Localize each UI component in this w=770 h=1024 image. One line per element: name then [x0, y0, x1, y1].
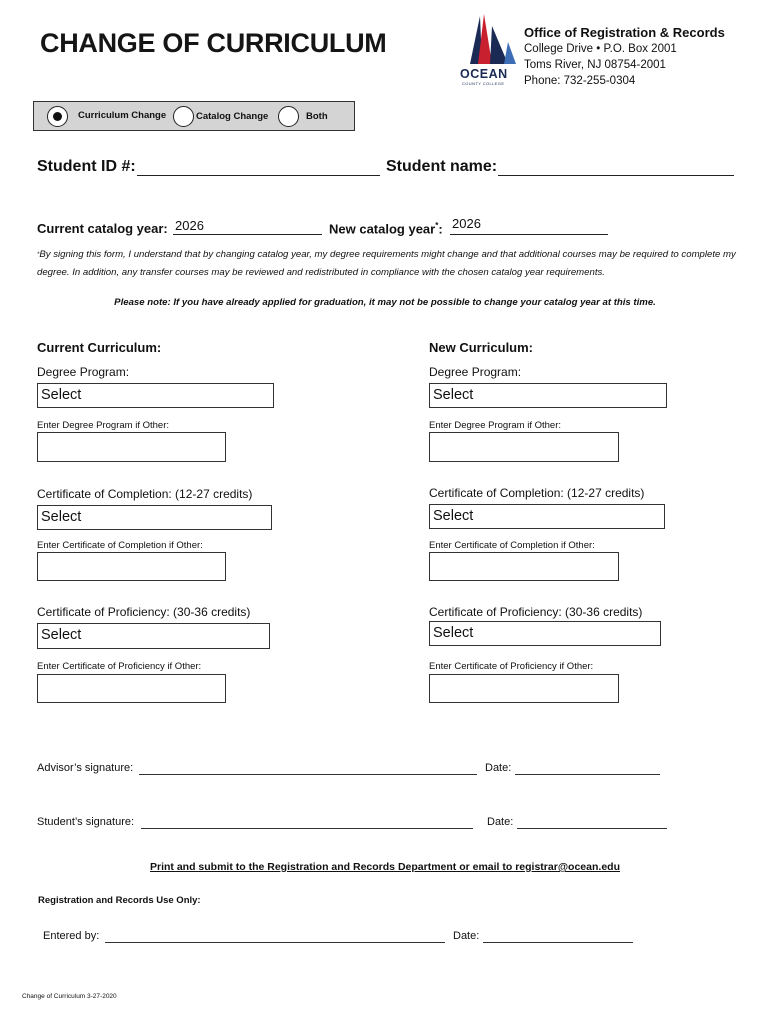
current-cop-other-input[interactable] — [37, 674, 226, 703]
new-cop-other-input[interactable] — [429, 674, 619, 703]
curriculum-change-radio[interactable] — [47, 106, 68, 127]
current-catalog-year-value: 2026 — [175, 218, 204, 233]
form-version-footer: Change of Curriculum 3-27-2020 — [22, 993, 117, 1000]
advisor-date-label: Date: — [485, 762, 512, 774]
new-cop-select[interactable]: Select — [429, 621, 661, 646]
new-degree-other-label: Enter Degree Program if Other: — [429, 420, 561, 431]
both-radio[interactable] — [278, 106, 299, 127]
current-coc-other-input[interactable] — [37, 552, 226, 581]
student-name-label: Student name: — [386, 158, 498, 175]
logo-text: OCEAN — [460, 67, 508, 81]
current-coc-label: Certificate of Completion: (12-27 credits) — [37, 487, 253, 501]
asterisk-marker: * — [435, 221, 439, 230]
new-catalog-year-field[interactable] — [450, 216, 608, 235]
new-degree-other-input[interactable] — [429, 432, 619, 462]
office-address-line-1: College Drive • P.O. Box 2001 — [524, 43, 677, 55]
current-degree-other-input[interactable] — [37, 432, 226, 462]
entered-date-field[interactable] — [483, 942, 633, 943]
new-catalog-year-label: New catalog year*: — [329, 221, 443, 237]
catalog-change-radio[interactable] — [173, 106, 194, 127]
new-degree-program-select[interactable]: Select — [429, 383, 667, 408]
advisor-signature-field[interactable] — [139, 774, 477, 775]
logo-sail-blue — [504, 42, 516, 64]
current-degree-program-label: Degree Program: — [37, 365, 130, 379]
new-cop-label: Certificate of Proficiency: (30-36 credits) — [429, 605, 643, 619]
new-coc-other-label: Enter Certificate of Completion if Other: — [429, 540, 595, 551]
graduation-note: Please note: If you have already applied for graduation, it may not be possible to change your catalog year at this time. — [114, 297, 656, 308]
registration-use-heading: Registration and Records Use Only: — [38, 895, 201, 906]
new-coc-label: Certificate of Completion: (12-27 credits) — [429, 486, 645, 500]
current-cop-label: Certificate of Proficiency: (30-36 credits) — [37, 605, 251, 619]
student-id-field[interactable] — [137, 160, 380, 176]
current-degree-other-label: Enter Degree Program if Other: — [37, 420, 169, 431]
entered-by-field[interactable] — [105, 942, 445, 943]
both-label: Both — [306, 111, 328, 122]
student-date-field[interactable] — [517, 828, 667, 829]
entered-by-label: Entered by: — [43, 930, 100, 942]
new-cop-other-label: Enter Certificate of Proficiency if Other: — [429, 661, 594, 672]
student-id-label: Student ID #: — [37, 158, 136, 175]
advisor-signature-label: Advisor’s signature: — [37, 762, 134, 774]
new-catalog-year-value: 2026 — [452, 216, 481, 231]
current-coc-other-label: Enter Certificate of Completion if Other: — [37, 540, 203, 551]
office-address-line-2: Toms River, NJ 08754-2001 — [524, 59, 666, 71]
office-title: Office of Registration & Records — [524, 25, 725, 40]
page-title: CHANGE OF CURRICULUM — [40, 28, 387, 58]
catalog-disclaimer: *By signing this form, I understand that by changing catalog year, my degree requirements might change and that additional courses may be required to complete my degree. In addition, any transfer courses may be reviewed and redistributed in compliance with the chosen catalog year requirements. — [37, 249, 736, 278]
disclaimer-asterisk: * — [37, 252, 40, 258]
new-coc-select[interactable]: Select — [429, 504, 665, 529]
current-cop-other-label: Enter Certificate of Proficiency if Other: — [37, 661, 202, 672]
current-degree-program-select[interactable]: Select — [37, 383, 274, 408]
current-cop-select[interactable]: Select — [37, 623, 270, 649]
current-catalog-year-field[interactable] — [173, 218, 322, 235]
current-coc-select[interactable]: Select — [37, 505, 272, 530]
entered-date-label: Date: — [453, 930, 480, 942]
submit-instructions: Print and submit to the Registration and Records Department or email to registrar@ocean.edu — [150, 861, 620, 873]
logo-subtext: COUNTY COLLEGE — [462, 81, 505, 86]
curriculum-change-label: Curriculum Change — [78, 110, 167, 121]
current-curriculum-heading: Current Curriculum: — [37, 340, 162, 355]
catalog-change-label: Catalog Change — [196, 111, 269, 122]
office-phone: Phone: 732-255-0304 — [524, 75, 636, 87]
new-curriculum-heading: New Curriculum: — [429, 340, 534, 355]
radio-selected-dot — [53, 112, 62, 121]
student-date-label: Date: — [487, 816, 514, 828]
student-signature-field[interactable] — [141, 828, 473, 829]
advisor-date-field[interactable] — [515, 774, 660, 775]
new-coc-other-input[interactable] — [429, 552, 619, 581]
current-catalog-year-label: Current catalog year: — [37, 221, 168, 236]
student-name-field[interactable] — [498, 160, 734, 176]
new-degree-program-label: Degree Program: — [429, 365, 522, 379]
student-signature-label: Student’s signature: — [37, 816, 135, 828]
